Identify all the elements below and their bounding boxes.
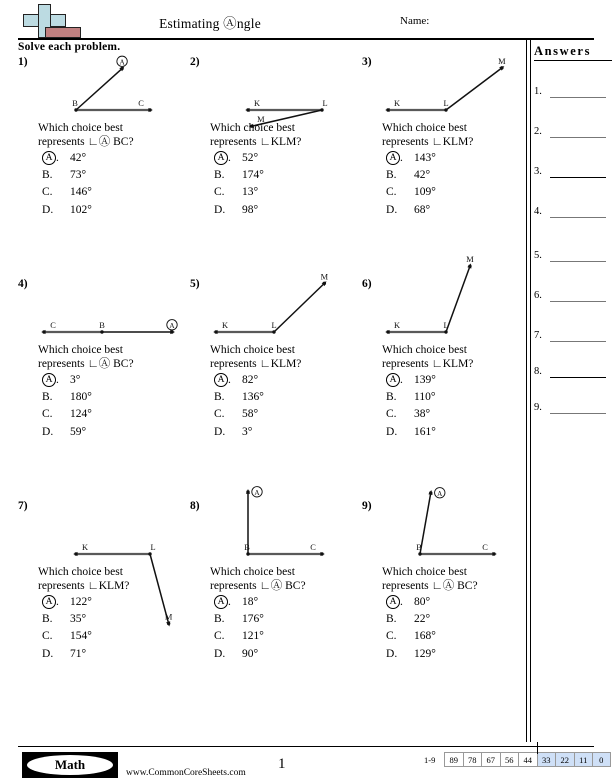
figure-ray2-label: A	[437, 489, 443, 498]
answer-row	[534, 366, 610, 380]
answer-blank-line[interactable]	[550, 217, 606, 218]
answer-choice[interactable]	[386, 151, 532, 169]
choice-letter: D.	[386, 203, 398, 216]
figure-ray1-label: C	[310, 543, 316, 552]
choice-letter: A .	[214, 595, 236, 609]
choice-letter-text: C	[214, 186, 222, 198]
answer-choice[interactable]	[386, 648, 532, 666]
figure-ray1-label: K	[253, 99, 261, 108]
score-cell: 56	[500, 752, 519, 767]
subject-badge-label: Math	[27, 755, 113, 775]
choice-value: 110°	[414, 390, 436, 403]
answer-choice[interactable]	[42, 648, 188, 666]
answer-choices	[386, 595, 532, 665]
question-text	[210, 566, 360, 593]
choice-letter-text: D	[214, 203, 223, 216]
choice-value: 180°	[70, 390, 92, 403]
answer-choice[interactable]	[214, 373, 360, 391]
answer-choice[interactable]	[386, 408, 532, 426]
score-cell: 67	[481, 752, 500, 767]
angle-diagram	[32, 58, 188, 122]
question-line-1: Which choice best	[382, 566, 467, 578]
choice-letter-text: B	[214, 390, 222, 403]
figure-vertex-label: B	[244, 543, 250, 552]
choice-value: 143°	[414, 152, 436, 164]
answer-choices	[214, 373, 360, 443]
answer-choice[interactable]	[214, 648, 360, 666]
choice-value: 136°	[242, 390, 264, 403]
choice-value: 176°	[242, 612, 264, 625]
figure-ray2-label: M	[466, 255, 474, 265]
figure-vertex-label: L	[271, 321, 277, 330]
answer-row	[534, 86, 610, 100]
circled-letter-marker: A	[214, 373, 228, 387]
angle-diagram	[376, 58, 532, 122]
score-cell: 0	[592, 752, 611, 767]
answer-choice[interactable]	[214, 408, 360, 426]
answer-choice[interactable]	[386, 169, 532, 187]
problem-number: 9)	[362, 500, 372, 512]
answer-number: 1.	[534, 86, 542, 97]
score-cell: 22	[555, 752, 574, 767]
question-text	[382, 566, 532, 593]
answers-divider	[526, 38, 531, 742]
problem-number: 1)	[18, 56, 28, 68]
choice-letter-text: B	[386, 612, 394, 625]
choice-value: 90°	[242, 647, 259, 660]
choice-value: 98°	[242, 203, 259, 216]
score-cell: 89	[444, 752, 463, 767]
choice-value: 174°	[242, 168, 264, 181]
figure-vertex-label: B	[72, 99, 78, 108]
choice-letter: C.	[42, 408, 53, 420]
circled-letter-marker: A	[214, 595, 228, 609]
answer-choice[interactable]	[42, 373, 188, 391]
answer-choices	[386, 373, 532, 443]
answer-choice[interactable]	[42, 151, 188, 169]
choice-value: 161°	[414, 425, 436, 438]
figure-vertex-label: B	[416, 543, 422, 552]
page-title: Estimating Ⓐngle	[159, 16, 261, 31]
question-line-1: Which choice best	[210, 344, 295, 356]
question-line-2: represents ∟Ⓐ BC?	[38, 135, 134, 148]
choice-letter-text: D	[42, 647, 51, 660]
answer-choice[interactable]	[214, 426, 360, 444]
choice-letter: B.	[214, 612, 225, 625]
choice-letter-text: C	[42, 408, 50, 420]
answer-choice[interactable]	[214, 613, 360, 631]
choice-value: 42°	[414, 168, 431, 181]
choice-letter: D.	[386, 647, 398, 660]
answer-choice[interactable]	[386, 391, 532, 409]
choice-value: 58°	[242, 408, 259, 420]
answer-row	[534, 250, 610, 264]
question-line-2: represents ∟KLM?	[210, 135, 302, 148]
answer-choices	[214, 151, 360, 221]
question-line-2: represents ∟Ⓐ BC?	[210, 579, 306, 592]
choice-letter-text: B	[214, 612, 222, 625]
choice-value: 146°	[70, 186, 92, 198]
choice-value: 22°	[414, 612, 431, 625]
choice-letter-text: D	[386, 203, 395, 216]
question-line-2: represents ∟Ⓐ BC?	[38, 357, 134, 370]
choice-value: 82°	[242, 374, 259, 386]
answer-blank-line[interactable]	[550, 301, 606, 302]
name-field-label: Name:	[400, 15, 430, 27]
choice-letter: A .	[214, 151, 236, 165]
question-line-2: represents ∟KLM?	[38, 579, 130, 592]
answer-row	[534, 330, 610, 344]
footer-divider	[18, 746, 594, 747]
figure-ray2-label: A	[254, 489, 260, 497]
figure-vertex-label: L	[443, 321, 449, 330]
answer-number: 4.	[534, 206, 542, 217]
figure-vertex-label: L	[322, 99, 328, 108]
figure-ray1-label: C	[482, 543, 488, 552]
choice-letter: C.	[214, 630, 225, 642]
page-number: 1	[278, 756, 286, 772]
choice-value: 109°	[414, 186, 436, 198]
score-cell: 33	[537, 752, 556, 767]
circled-letter-marker: A	[214, 151, 228, 165]
choice-letter-text: B	[386, 390, 394, 403]
circled-letter-marker: A	[42, 151, 56, 165]
choice-value: 168°	[414, 630, 436, 642]
answer-row	[534, 206, 610, 220]
question-line-2: represents ∟KLM?	[382, 135, 474, 148]
choice-letter: C.	[214, 408, 225, 420]
answer-number: 9.	[534, 402, 542, 413]
instructions-text: Solve each problem.	[18, 41, 121, 53]
worksheet-footer	[0, 742, 612, 782]
figure-ray2-label: M	[498, 56, 506, 66]
problem-number: 4)	[18, 278, 28, 290]
choice-letter-text: B	[42, 390, 50, 403]
answer-choice[interactable]	[386, 613, 532, 631]
choice-letter: A .	[42, 595, 64, 609]
question-line-2: represents ∟KLM?	[382, 357, 474, 370]
question-line-1: Which choice best	[38, 344, 123, 356]
choice-letter-text: D	[214, 425, 223, 438]
choice-value: 3°	[70, 374, 81, 386]
choice-letter: C.	[214, 186, 225, 198]
choice-value: 38°	[414, 408, 431, 420]
answer-choice[interactable]	[42, 426, 188, 444]
choice-letter: A .	[386, 373, 408, 387]
choice-value: 122°	[70, 596, 92, 608]
answer-row	[534, 290, 610, 304]
figure-ray1-label: K	[221, 321, 229, 330]
answer-choice[interactable]	[214, 204, 360, 222]
question-text	[38, 122, 188, 149]
problem-number: 7)	[18, 500, 28, 512]
choice-letter: C.	[386, 408, 397, 420]
answer-choice[interactable]	[214, 186, 360, 204]
answer-choice[interactable]	[386, 595, 532, 613]
figure-ray2-label: M	[320, 272, 329, 282]
choice-letter: A .	[214, 373, 236, 387]
answer-blank-line[interactable]	[550, 137, 606, 138]
circled-letter-marker: A	[42, 595, 56, 609]
answer-choices	[386, 151, 532, 221]
choice-letter-text: C	[42, 186, 50, 198]
choice-value: 42°	[70, 152, 87, 164]
answer-choice[interactable]	[214, 595, 360, 613]
choice-letter-text: D	[386, 425, 395, 438]
answer-row	[534, 166, 610, 180]
answer-choice[interactable]	[42, 408, 188, 426]
choice-value: 102°	[70, 203, 92, 216]
choice-letter: B.	[386, 390, 397, 403]
figure-ray2-label: A	[169, 322, 175, 330]
choice-letter: A .	[386, 151, 408, 165]
figure-vertex-label: L	[443, 99, 449, 108]
answer-choice[interactable]	[214, 151, 360, 169]
choice-letter: A .	[42, 373, 64, 387]
choice-letter-text: C	[386, 408, 394, 420]
answer-row	[534, 402, 610, 416]
problem-number: 6)	[362, 278, 372, 290]
choice-letter: D.	[42, 647, 54, 660]
figure-ray1-label: K	[81, 543, 89, 552]
choice-letter: C.	[42, 186, 53, 198]
choice-letter: B.	[214, 390, 225, 403]
choice-value: 73°	[70, 168, 87, 181]
choice-letter: A .	[386, 595, 408, 609]
choice-letter: B.	[42, 390, 53, 403]
question-text	[38, 566, 188, 593]
answer-choice[interactable]	[386, 373, 532, 391]
question-text	[210, 344, 360, 371]
figure-vertex-label: L	[150, 543, 156, 552]
choice-letter: B.	[386, 612, 397, 625]
answer-choice[interactable]	[42, 169, 188, 187]
choice-letter: D.	[42, 425, 54, 438]
choice-value: 68°	[414, 203, 431, 216]
answer-choice[interactable]	[42, 186, 188, 204]
circled-letter-marker: A	[386, 151, 400, 165]
choice-letter-text: D	[42, 203, 51, 216]
question-line-2: represents ∟KLM?	[210, 357, 302, 370]
score-range-label: 1-9	[424, 755, 436, 765]
answer-blank-line[interactable]	[550, 261, 606, 262]
figure-ray1-label: K	[393, 99, 401, 108]
choice-letter-text: B	[42, 612, 50, 625]
score-cell: 44	[518, 752, 537, 767]
choice-letter: C.	[386, 186, 397, 198]
choice-letter-text: B	[214, 168, 222, 181]
site-url: www.CommonCoreSheets.com	[126, 768, 246, 778]
question-line-1: Which choice best	[38, 566, 123, 578]
question-text	[38, 344, 188, 371]
figure-ray1-label: K	[393, 321, 401, 330]
answer-number: 6.	[534, 290, 542, 301]
angle-diagram	[376, 255, 532, 344]
angle-diagram	[204, 489, 360, 566]
answer-number: 5.	[534, 250, 542, 261]
angle-diagram	[204, 58, 360, 125]
header-divider	[18, 38, 594, 40]
problem-number: 5)	[190, 278, 200, 290]
choice-letter-text: B	[42, 168, 50, 181]
answer-choice[interactable]	[214, 169, 360, 187]
question-line-1: Which choice best	[210, 122, 295, 134]
answers-heading: Answers	[534, 44, 612, 61]
answer-choice[interactable]	[42, 595, 188, 613]
subject-badge	[22, 752, 118, 778]
choice-letter-text: B	[386, 168, 394, 181]
choice-value: 59°	[70, 425, 87, 438]
choice-letter-text: C	[42, 630, 50, 642]
choice-value: 52°	[242, 152, 259, 164]
choice-value: 124°	[70, 408, 92, 420]
answer-blank-line[interactable]	[550, 341, 606, 342]
choice-value: 3°	[242, 425, 253, 438]
question-text	[382, 344, 532, 371]
question-line-2: represents ∟Ⓐ BC?	[382, 579, 478, 592]
choice-letter: D.	[214, 647, 226, 660]
figure-ray1-label: C	[50, 321, 56, 330]
answer-choice[interactable]	[42, 391, 188, 409]
answer-choice[interactable]	[386, 426, 532, 444]
choice-letter-text: C	[386, 630, 394, 642]
choice-value: 139°	[414, 374, 436, 386]
choice-letter-text: C	[386, 186, 394, 198]
answer-choice[interactable]	[386, 630, 532, 648]
choice-letter: D.	[214, 425, 226, 438]
answer-blank-line[interactable]	[550, 97, 606, 98]
score-cell: 78	[463, 752, 482, 767]
figure-ray1-label: C	[138, 99, 144, 108]
answer-blank-line[interactable]	[550, 177, 606, 178]
question-line-1: Which choice best	[210, 566, 295, 578]
answer-blank-line[interactable]	[550, 413, 606, 414]
answer-choice[interactable]	[42, 630, 188, 648]
choice-value: 129°	[414, 647, 436, 660]
question-line-1: Which choice best	[382, 344, 467, 356]
answer-choices	[42, 373, 188, 443]
choice-letter: B.	[42, 168, 53, 181]
figure-ray2-label: M	[257, 115, 265, 125]
circled-letter-marker: A	[386, 373, 400, 387]
choice-letter-text: D	[386, 647, 395, 660]
angle-diagram	[32, 280, 188, 344]
choice-letter-text: C	[214, 408, 222, 420]
answer-number: 2.	[534, 126, 542, 137]
question-text	[382, 122, 532, 149]
answer-choices	[42, 151, 188, 221]
question-text	[210, 122, 360, 149]
choice-value: 18°	[242, 596, 259, 608]
answer-blank-line[interactable]	[550, 377, 606, 378]
score-cell: 11	[574, 752, 593, 767]
figure-ray2-label: A	[119, 58, 125, 67]
circled-letter-marker: A	[386, 595, 400, 609]
answer-choices	[214, 595, 360, 665]
choice-value: 154°	[70, 630, 92, 642]
answer-choice[interactable]	[214, 391, 360, 409]
answer-choice[interactable]	[42, 613, 188, 631]
choice-letter-text: C	[214, 630, 222, 642]
figure-ray2-label: M	[164, 612, 173, 622]
choice-letter: B.	[214, 168, 225, 181]
circled-letter-marker: A	[42, 373, 56, 387]
choice-letter: A .	[42, 151, 64, 165]
angle-diagram	[376, 489, 532, 566]
answers-sidebar	[526, 38, 612, 742]
choice-value: 35°	[70, 612, 87, 625]
answer-choice[interactable]	[386, 186, 532, 204]
choice-letter: D.	[214, 203, 226, 216]
figure-vertex-label: B	[99, 321, 105, 330]
choice-letter: C.	[386, 630, 397, 642]
choice-value: 121°	[242, 630, 264, 642]
answer-choice[interactable]	[42, 204, 188, 222]
problem-number: 2)	[190, 56, 200, 68]
answer-row	[534, 126, 610, 140]
answer-choice[interactable]	[386, 204, 532, 222]
question-line-1: Which choice best	[38, 122, 123, 134]
score-grid	[444, 752, 611, 767]
problem-number: 3)	[362, 56, 372, 68]
answer-number: 3.	[534, 166, 542, 177]
question-line-1: Which choice best	[382, 122, 467, 134]
answer-choice[interactable]	[214, 630, 360, 648]
choice-letter: D.	[42, 203, 54, 216]
choice-letter: C.	[42, 630, 53, 642]
choice-letter-text: D	[214, 647, 223, 660]
answer-number: 8.	[534, 366, 542, 377]
angle-diagram	[204, 272, 360, 344]
answer-number: 7.	[534, 330, 542, 341]
choice-value: 80°	[414, 596, 431, 608]
answer-choices	[42, 595, 188, 665]
choice-value: 13°	[242, 186, 259, 198]
score-grid-tick	[537, 742, 538, 754]
choice-letter-text: D	[42, 425, 51, 438]
choice-letter: D.	[386, 425, 398, 438]
choice-letter: B.	[42, 612, 53, 625]
choice-value: 71°	[70, 647, 87, 660]
choice-letter: B.	[386, 168, 397, 181]
problem-number: 8)	[190, 500, 200, 512]
